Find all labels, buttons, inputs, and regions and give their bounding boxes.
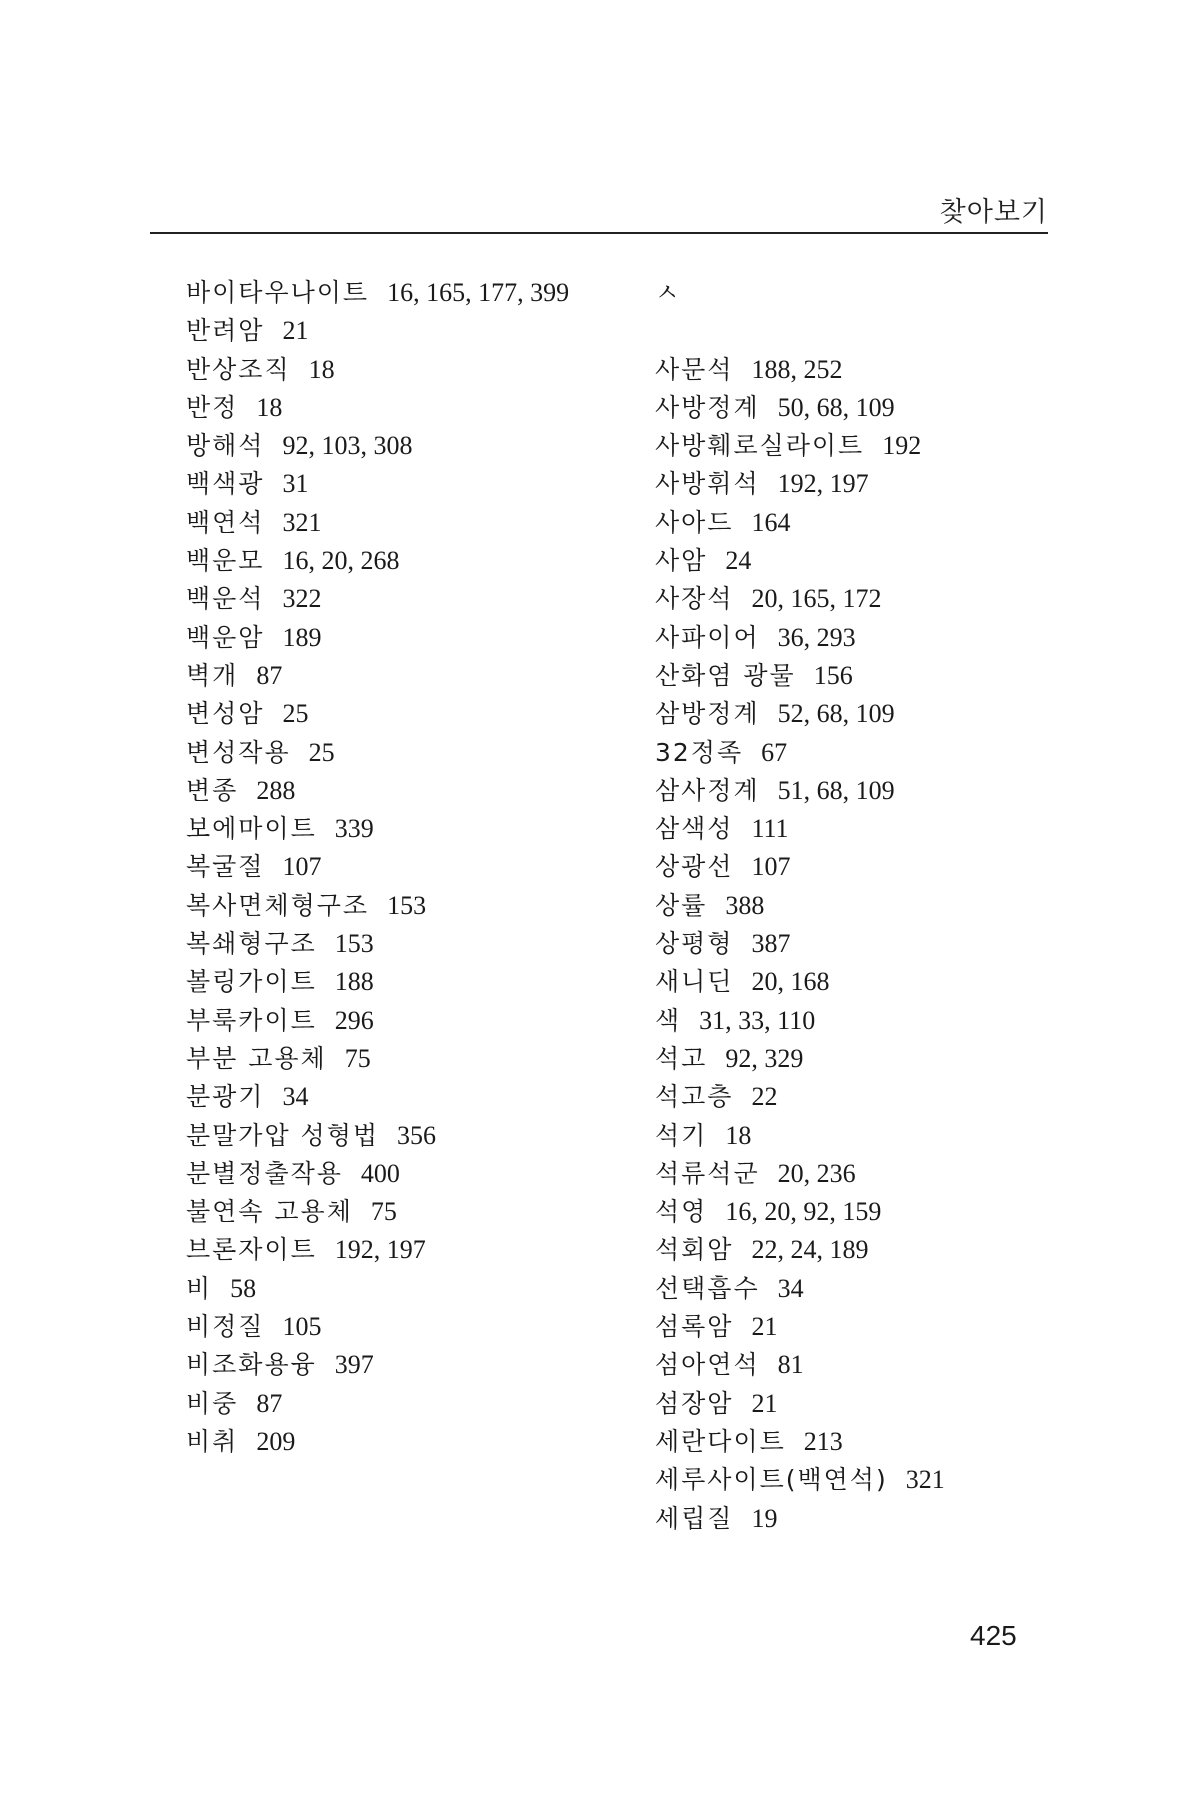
index-page-refs: 192	[882, 431, 922, 461]
index-page-refs: 87	[256, 660, 283, 690]
index-entry	[186, 1423, 646, 1461]
index-page-refs: 19	[751, 1503, 778, 1533]
index-term: 사방휘석	[655, 469, 760, 499]
index-term: 사방정계	[655, 392, 760, 422]
index-entry	[655, 1308, 1115, 1346]
index-term: 백운모	[186, 546, 265, 576]
section-entries	[655, 351, 1115, 1538]
index-entry	[186, 695, 646, 733]
index-page-refs: 321	[282, 507, 322, 537]
index-page-refs: 81	[777, 1350, 804, 1380]
index-term: 색	[655, 1005, 682, 1035]
index-entry	[655, 887, 1115, 925]
index-entry	[186, 657, 646, 695]
index-page-refs: 25	[282, 699, 309, 729]
index-term: 부룩카이트	[186, 1005, 317, 1035]
index-term: 상률	[655, 890, 708, 920]
index-page-refs: 18	[725, 1120, 752, 1150]
index-entry	[655, 848, 1115, 886]
index-page-refs: 92, 103, 308	[282, 431, 413, 461]
index-page-refs: 16, 20, 268	[282, 546, 400, 576]
index-page-refs: 192, 197	[777, 469, 869, 499]
index-page-refs: 153	[387, 890, 427, 920]
index-entry	[655, 1270, 1115, 1308]
index-entry	[655, 542, 1115, 580]
index-page-refs: 322	[282, 584, 322, 614]
index-term: 부분 고용체	[186, 1043, 327, 1073]
index-page-refs: 188	[334, 967, 374, 997]
index-entry	[186, 1346, 646, 1384]
index-term: 세립질	[655, 1503, 734, 1533]
index-page-refs: 52, 68, 109	[777, 699, 895, 729]
index-entry	[655, 427, 1115, 465]
section-letter: ㅅ	[655, 278, 680, 307]
index-entry	[186, 1385, 646, 1423]
index-term: 방해석	[186, 431, 265, 461]
index-term: 분광기	[186, 1082, 265, 1112]
index-term: 비정질	[186, 1312, 265, 1342]
index-term: 변성암	[186, 699, 265, 729]
index-entry	[655, 351, 1115, 389]
index-term: 백운암	[186, 622, 265, 652]
index-entry	[186, 810, 646, 848]
index-page-refs: 156	[813, 660, 853, 690]
index-entry	[186, 1040, 646, 1078]
index-term: 상광선	[655, 852, 734, 882]
section-spacer	[655, 312, 1115, 350]
index-page-refs: 34	[777, 1273, 804, 1303]
index-entry	[655, 1500, 1115, 1538]
index-page-refs: 153	[334, 929, 374, 959]
index-entry	[655, 695, 1115, 733]
index-term: 세루사이트(백연석)	[655, 1465, 888, 1495]
index-page-refs: 189	[282, 622, 322, 652]
index-entry	[186, 312, 646, 350]
index-term: 32정족	[655, 737, 744, 767]
index-term: 사방훼로실라이트	[655, 431, 865, 461]
index-page-refs: 111	[751, 814, 789, 844]
index-page-refs: 288	[256, 775, 296, 805]
index-page-refs: 31	[282, 469, 309, 499]
index-term: 복쇄형구조	[186, 929, 317, 959]
index-entry	[655, 1040, 1115, 1078]
index-term: 석류석군	[655, 1158, 760, 1188]
index-term: 세란다이트	[655, 1426, 786, 1456]
index-entry	[186, 1002, 646, 1040]
index-term: 석기	[655, 1120, 708, 1150]
index-page-refs: 51, 68, 109	[777, 775, 895, 805]
index-entry	[655, 1117, 1115, 1155]
index-page-refs: 213	[803, 1426, 843, 1456]
index-entry	[655, 963, 1115, 1001]
index-page-refs: 22, 24, 189	[751, 1235, 869, 1265]
index-term: 비	[186, 1273, 213, 1303]
index-term: 사파이어	[655, 622, 760, 652]
index-page-refs: 16, 20, 92, 159	[725, 1197, 882, 1227]
index-page-refs: 75	[344, 1043, 371, 1073]
index-entry	[655, 1193, 1115, 1231]
index-term: 사아드	[655, 507, 734, 537]
index-entry	[655, 1385, 1115, 1423]
header-title: 찾아보기	[939, 197, 1048, 228]
index-page-refs: 339	[334, 814, 374, 844]
index-page-refs: 18	[308, 354, 335, 384]
index-page-refs: 387	[751, 929, 791, 959]
index-entry	[186, 351, 646, 389]
index-page-refs: 58	[230, 1273, 257, 1303]
index-term: 백연석	[186, 507, 265, 537]
index-term: 변성작용	[186, 737, 291, 767]
index-entry	[186, 274, 646, 312]
index-page-refs: 21	[751, 1388, 778, 1418]
index-column-left	[186, 274, 646, 1461]
index-page-refs: 31, 33, 110	[699, 1005, 816, 1035]
index-term: 백색광	[186, 469, 265, 499]
index-term: 상평형	[655, 929, 734, 959]
index-term: 백운석	[186, 584, 265, 614]
index-term: 석회암	[655, 1235, 734, 1265]
index-term: 반려암	[186, 316, 265, 346]
index-term: 석영	[655, 1197, 708, 1227]
index-term: 삼사정계	[655, 775, 760, 805]
index-page-refs: 356	[397, 1120, 436, 1150]
index-page-refs: 24	[725, 546, 752, 576]
index-entry	[186, 1231, 646, 1269]
index-term: 섬록암	[655, 1312, 734, 1342]
index-page-refs: 22	[751, 1082, 778, 1112]
index-term: 반정	[186, 392, 239, 422]
index-entry	[655, 1231, 1115, 1269]
index-entry	[186, 1270, 646, 1308]
index-term: 브론자이트	[186, 1235, 317, 1265]
index-page-refs: 397	[334, 1350, 374, 1380]
index-term: 반상조직	[186, 354, 291, 384]
index-column-right	[655, 274, 1115, 1538]
index-term: 보에마이트	[186, 814, 317, 844]
index-entry	[655, 1155, 1115, 1193]
index-entry	[186, 848, 646, 886]
index-term: 선택흡수	[655, 1273, 760, 1303]
index-term: 비조화용융	[186, 1350, 317, 1380]
index-term: 산화염 광물	[655, 660, 796, 690]
index-page-refs: 388	[725, 890, 765, 920]
index-term: 석고	[655, 1043, 708, 1073]
index-page-refs: 50, 68, 109	[777, 392, 895, 422]
index-term: 사암	[655, 546, 708, 576]
index-entry	[655, 1002, 1115, 1040]
index-term: 분별정출작용	[186, 1158, 343, 1188]
index-entry	[186, 389, 646, 427]
index-page-refs: 188, 252	[751, 354, 843, 384]
index-page-refs: 25	[308, 737, 335, 767]
index-page-refs: 16, 165, 177, 399	[387, 278, 570, 307]
index-term: 사장석	[655, 584, 734, 614]
index-entry	[655, 1461, 1115, 1499]
index-page-refs: 20, 165, 172	[751, 584, 882, 614]
index-page-refs: 164	[751, 507, 791, 537]
index-entry	[186, 427, 646, 465]
index-entry	[655, 810, 1115, 848]
index-page-refs: 34	[282, 1082, 309, 1112]
index-entry	[655, 465, 1115, 503]
index-entry	[186, 1117, 646, 1155]
index-page-refs: 20, 236	[777, 1158, 856, 1188]
index-entry	[655, 734, 1115, 772]
index-entry	[655, 1346, 1115, 1384]
index-page-refs: 36, 293	[777, 622, 856, 652]
index-page-refs: 321	[905, 1465, 945, 1495]
index-entry	[655, 1078, 1115, 1116]
index-entry	[186, 1308, 646, 1346]
index-term: 바이타우나이트	[186, 278, 370, 307]
index-entry	[655, 925, 1115, 963]
index-page-refs: 107	[751, 852, 791, 882]
index-entry	[186, 465, 646, 503]
index-page-refs: 18	[256, 392, 283, 422]
index-entry	[186, 580, 646, 618]
index-term: 볼링가이트	[186, 967, 317, 997]
index-term: 삼방정계	[655, 699, 760, 729]
index-page-refs: 20, 168	[751, 967, 830, 997]
index-page-refs: 192, 197	[334, 1235, 426, 1265]
header-rule	[150, 232, 1048, 234]
index-page-refs: 92, 329	[725, 1043, 804, 1073]
index-entry	[655, 619, 1115, 657]
index-term: 사문석	[655, 354, 734, 384]
index-entry	[655, 657, 1115, 695]
index-term: 복사면체형구조	[186, 890, 370, 920]
index-term: 변종	[186, 775, 239, 805]
index-entry	[186, 772, 646, 810]
index-entry	[186, 887, 646, 925]
index-entry	[655, 772, 1115, 810]
index-term: 비취	[186, 1426, 239, 1456]
index-entry	[655, 1423, 1115, 1461]
index-entry	[186, 963, 646, 1001]
index-entry	[186, 1193, 646, 1231]
index-page-refs: 21	[282, 316, 309, 346]
index-entry	[655, 389, 1115, 427]
index-page-refs: 107	[282, 852, 322, 882]
index-entry	[186, 542, 646, 580]
index-page-refs: 296	[334, 1005, 374, 1035]
index-entry	[186, 925, 646, 963]
index-term: 섬아연석	[655, 1350, 760, 1380]
index-entry	[186, 1155, 646, 1193]
index-page-refs: 105	[282, 1312, 322, 1342]
index-page-refs: 400	[360, 1158, 400, 1188]
page-number: 425	[970, 1620, 1017, 1651]
index-page-refs: 67	[761, 737, 788, 767]
index-entry	[655, 504, 1115, 542]
index-term: 새니딘	[655, 967, 734, 997]
index-term: 복굴절	[186, 852, 265, 882]
index-page-refs: 87	[256, 1388, 283, 1418]
index-page-refs: 21	[751, 1312, 778, 1342]
index-term: 분말가압 성형법	[186, 1120, 379, 1150]
page-header	[150, 190, 1048, 234]
index-term: 섬장암	[655, 1388, 734, 1418]
index-entry	[186, 504, 646, 542]
index-entry	[186, 619, 646, 657]
index-term: 벽개	[186, 660, 239, 690]
index-term: 비중	[186, 1388, 239, 1418]
index-entry	[186, 1078, 646, 1116]
index-entry	[655, 580, 1115, 618]
index-entry	[186, 734, 646, 772]
index-page-refs: 209	[256, 1426, 296, 1456]
index-page-refs: 75	[370, 1197, 397, 1227]
section-heading	[655, 274, 1115, 312]
index-term: 불연속 고용체	[186, 1197, 353, 1227]
index-term: 삼색성	[655, 814, 734, 844]
index-term: 석고층	[655, 1082, 734, 1112]
